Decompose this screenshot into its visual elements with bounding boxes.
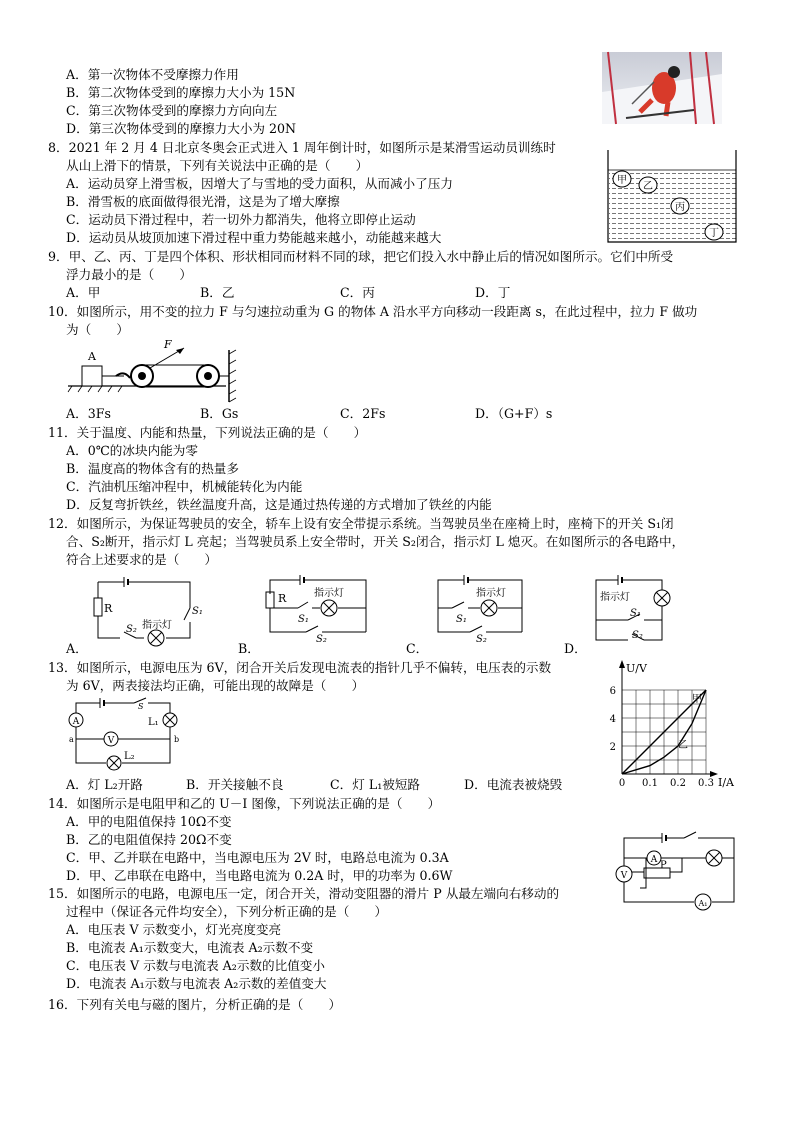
circuit-d-s1: S₁ [630,608,641,619]
q15-circuit [610,828,744,914]
q12-option-a: A． [66,641,88,656]
q7-option-a: A．第一次物体不受摩擦力作用 [66,67,239,82]
q8-stem-line2: 从山上滑下的情景，下列有关说法中正确的是（ ） [66,158,369,173]
q13-l2-label: L₂ [124,751,135,762]
q11-option-b: B．温度高的物体含有的热量多 [66,461,239,476]
q11-option-d: D．反复弯折铁丝，铁丝温度升高，这是通过热传递的方式增加了铁丝的内能 [66,497,492,512]
circuit-c [430,572,530,645]
q8-option-b: B．滑雪板的底面做得很光滑，这是为了增大摩擦 [66,194,340,209]
q9-stem-line2: 浮力最小的是（ ） [66,267,192,282]
circuit-c-s1: S₁ [456,614,467,625]
q10-option-b: B．Gs [200,406,239,421]
q9-option-a: A．甲 [66,285,101,300]
q12-stem-line1: 12．如图所示，为保证驾驶员的安全，轿车上设有安全带提示系统。当驾驶员坐在座椅上时，座椅下的开关 S₁闭 [48,516,674,531]
q13-ammeter-label: A [72,717,80,727]
q12-option-c: C． [406,641,429,656]
q15-stem-line1: 15．如图所示的电路，电源电压一定，闭合开关，滑动变阻器的滑片 P 从最左端向右移动的 [48,886,560,901]
force-f-label: F [164,338,172,351]
q9-stem-line1: 9．甲、乙、丙、丁是四个体积、形状相同而材料不同的球，把它们投入水中静止后的情况如图所示。它们中所受 [48,249,674,264]
circuit-b-r: R [278,592,287,605]
q13-l1-label: L₁ [148,717,159,728]
q9-option-d: D．丁 [475,285,511,300]
circuit-b-lamp-label: 指示灯 [314,588,344,599]
q16-stem: 16．下列有关电与磁的图片，分析正确的是（ ） [48,997,342,1012]
q15-option-b: B．电流表 A₁示数变大，电流表 A₂示数不变 [66,940,314,955]
circuit-a-s1: S₁ [192,606,203,617]
q15-ammeter-a-label: A [650,855,658,865]
q7-option-c: C．第三次物体受到的摩擦力方向向左 [66,103,278,118]
circuit-a-r: R [104,602,113,615]
q9-option-b: B．乙 [200,285,235,300]
chart-y-tick: 4 [609,714,616,725]
q14-option-a: A．甲的电阻值保持 10Ω不变 [66,814,232,829]
chart-series-label-0: 甲 [692,694,702,705]
q14-option-b: B．乙的电阻值保持 20Ω不变 [66,832,232,847]
q10-stem-line1: 10．如图所示，用不变的拉力 F 与匀速拉动重为 G 的物体 A 沿水平方向移动一段距离 s，在此过程中，拉力 F 做功 [48,304,698,319]
circuit-b-s1: S₁ [298,614,309,625]
q7-option-d: D．第三次物体受到的摩擦力大小为 20N [66,121,297,136]
q13-node-b: b [174,735,180,744]
q15-slider-p-label: P [660,860,667,871]
circuit-a-lamp-label: 指示灯 [142,620,172,631]
q13-option-d: D．电流表被烧毁 [464,777,563,792]
q15-stem-line2: 过程中（保证各元件均安全），下列分析正确的是（ ） [66,904,388,919]
circuit-c-lamp-label: 指示灯 [476,588,506,599]
q11-option-c: C．汽油机压缩冲程中，机械能转化为内能 [66,479,303,494]
circuit-d-lamp-label: 指示灯 [600,592,630,603]
q10-stem-line2: 为（ ） [66,322,129,337]
chart-series-label-1: 乙 [678,740,688,751]
q10-option-a: A．3Fs [66,406,111,421]
q15-option-d: D．电流表 A₁示数与电流表 A₂示数的差值变大 [66,976,327,991]
q14-option-d: D．甲、乙串联在电路中，当电路电流为 0.2A 时，甲的功率为 0.6W [66,868,453,883]
q13-stem-line2: 为 6V，两表接法均正确，可能出现的故障是（ ） [66,678,365,693]
q13-circuit [64,695,188,771]
q15-voltmeter-label: V [620,871,628,881]
q13-voltmeter-label: V [107,736,115,746]
q15-option-c: C．电压表 V 示数与电流表 A₂示数的比值变小 [66,958,325,973]
ball-ding-label: 丁 [709,228,719,239]
chart-xlabel: I/A [718,776,734,789]
q13-option-b: B．开关接触不良 [186,777,284,792]
q13-node-a: a [69,735,74,744]
q13-switch-label: S [138,702,144,711]
circuit-a-s2: S₂ [126,624,137,635]
q14-stem: 14．如图所示是电阻甲和乙的 U－I 图像，下列说法正确的是（ ） [48,796,441,811]
chart-y-tick: 2 [609,742,616,753]
pulley-figure [66,338,240,404]
q10-option-c: C．2Fs [340,406,386,421]
skier-photo [602,52,722,124]
q12-stem-line3: 符合上述要求的是（ ） [66,552,218,567]
q8-option-d: D．运动员从坡顶加速下滑过程中重力势能越来越小，动能越来越大 [66,230,442,245]
q12-stem-line2: 合、S₂断开，指示灯 L 亮起；当驾驶员系上安全带时，开关 S₂闭合，指示灯 L 熄灭。在如图所示的各电路中， [66,534,685,549]
chart-x-tick: 0.1 [642,778,658,789]
circuit-d-s2: S₂ [632,630,643,641]
q7-option-b: B．第二次物体受到的摩擦力大小为 15N [66,85,296,100]
q10-option-d: D．（G+F）s [475,406,553,421]
ball-jia-label: 甲 [617,175,627,186]
ball-yi-label: 乙 [643,181,653,192]
q9-option-c: C．丙 [340,285,375,300]
q13-stem-line1: 13．如图所示，电源电压为 6V，闭合开关后发现电流表的指针几乎不偏转，电压表的示数 [48,660,552,675]
circuit-a [90,574,203,644]
ui-chart [602,658,752,792]
chart-x-tick: 0 [618,778,626,789]
chart-y-tick: 6 [609,686,616,697]
circuit-b [262,572,374,645]
block-a-label: A [88,350,96,363]
q15-option-a: A．电压表 V 示数变小，灯光亮度变亮 [66,922,282,937]
q13-option-a: A．灯 L₂开路 [66,777,143,792]
q11-stem: 11．关于温度、内能和热量，下列说法正确的是（ ） [48,425,367,440]
circuit-c-s2: S₂ [476,634,487,645]
q14-option-c: C．甲、乙并联在电路中，当电源电压为 2V 时，电路总电流为 0.3A [66,850,449,865]
ball-bing-label: 丙 [675,202,685,213]
chart-x-tick: 0.2 [670,778,686,789]
circuit-d [588,572,680,648]
chart-x-tick: 0.3 [698,778,714,789]
q8-stem-line1: 8．2021 年 2 月 4 日北京冬奥会正式进入 1 周年倒计时，如图所示是某滑雪运动员训练时 [48,140,556,155]
q8-option-a: A．运动员穿上滑雪板，因增大了与雪地的受力面积，从而减小了压力 [66,176,453,191]
q15-ammeter-a1-label: A₁ [698,899,708,908]
q12-option-d: D． [564,641,587,656]
q13-option-c: C．灯 L₁被短路 [330,777,421,792]
q12-option-b: B． [238,641,260,656]
circuit-b-s2: S₂ [316,634,327,645]
q8-option-c: C．运动员下滑过程中，若一切外力都消失，他将立即停止运动 [66,212,416,227]
q11-option-a: A．0℃的冰块内能为零 [66,443,198,458]
chart-ylabel: U/V [626,662,647,675]
water-tank-figure [600,146,742,246]
